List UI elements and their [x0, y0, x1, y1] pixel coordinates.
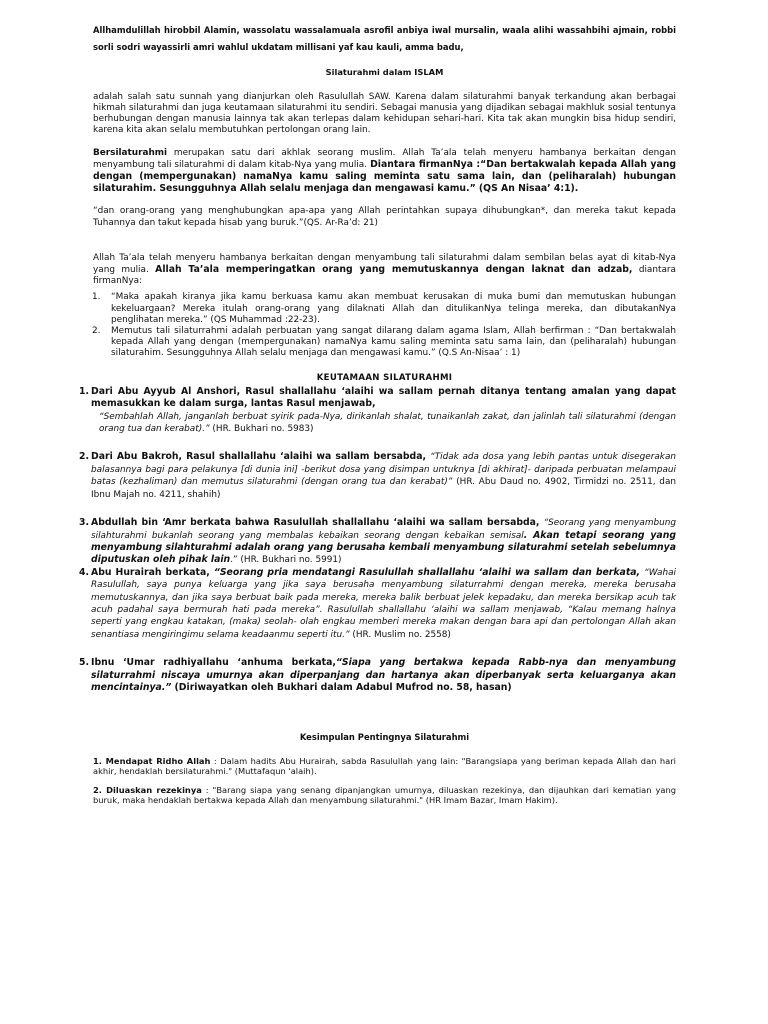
- keutamaan-item: [79, 386, 676, 436]
- kesimpulan-lead: 1. Mendapat Ridho Allah: [93, 755, 211, 766]
- keutamaan-quote-block: [91, 411, 676, 436]
- keutamaan-head: Ibnu ‘Umar radhiyallahu ‘anhuma berkata,: [91, 657, 336, 669]
- keutamaan-ref: (Diriwayatkan oleh Bukhari dalam Adabul Mufrod no. 58, hasan): [171, 681, 512, 693]
- keutamaan-quote: “Tidak ada dosa yang lebih pantas untuk disegerakan balasannya bagi para pelakunya [di dunia ini] -berikut dosa yang disimpan untuknya [di akhirat]- daripada perbuatan melampaui batas (kezhaliman) dan memutus silaturahmi (dengan orang tua dan kerabat)”: [91, 452, 677, 488]
- bersilaturahmi-text: merupakan satu dari akhlak seorang muslim. Allah Ta’ala telah menyeru hambanya berkaitan dengan menyambung tali silaturahmi di dalam kitab-Nya yang mulia.: [93, 147, 676, 170]
- kesimpulan-text: : Dalam hadits Abu Hurairah, sabda Rasulullah yang lain: "Barangsiapa yang beriman kepada Allah dan hari akhir, hendaklah bersilaturahmi." (Muttafaqun 'alaih).: [93, 755, 676, 777]
- bersilaturahmi-lead: Bersilaturahmi: [93, 147, 168, 158]
- keutamaan-item: [79, 517, 676, 567]
- keutamaan-ref: (HR. Bukhari no. 5983): [209, 424, 314, 435]
- list-item: [93, 292, 676, 326]
- an-nisaa-quote: Diantara firmanNya :“Dan bertakwalah kepada Allah yang dengan (mempergunakan) namaNya kamu saling meminta satu sama lain, dan (peliharalah) hubungan silaturahim. Sesungguhnya Allah selalu menjaga dan mengawasi kamu.” (QS An Nisaa’ 4:1).: [93, 158, 676, 195]
- document-page: [79, 22, 677, 806]
- keutamaan-head: Abu Hurairah berkata,: [91, 566, 214, 578]
- kesimpulan-text: : "Barang siapa yang senang dipanjangkan umurnya, diluaskan rezekinya, dan dijauhkan dari kematian yang buruk, maka hendaklah bertakwa kepada Allah dan menyambung silaturahmi." (HR Imam Bazar, Imam Hakim).: [93, 784, 676, 806]
- kesimpulan-item: [93, 785, 676, 806]
- warning-paragraph: [93, 253, 676, 288]
- keutamaan-ref: (HR. Abu Daud no. 4902, Tirmidzi no. 2511, dan Ibnu Majah no. 4211, shahih): [91, 477, 677, 500]
- keutamaan-ref: .” (HR. Bukhari no. 5991): [230, 555, 342, 566]
- list-number: 2.: [92, 326, 101, 337]
- keutamaan-number: 5.: [79, 657, 90, 669]
- keutamaan-item: [79, 451, 676, 501]
- kesimpulan-title: Kesimpulan Pentingnya Silaturahmi: [299, 732, 470, 743]
- keutamaan-number: 4.: [79, 566, 90, 578]
- ar-rad-paragraph: “dan orang-orang yang menghubungkan apa-apa yang Allah perintahkan supaya dihubungkan*, dan mereka takut kepada Tuhannya dan takut kepada hisab yang buruk.”(QS. Ar-Ra’d: 21): [93, 206, 676, 228]
- bersilaturahmi-paragraph: [93, 148, 676, 196]
- keutamaan-title: KEUTAMAAN SILATURAHMI: [316, 372, 453, 383]
- keutamaan-head: Abdullah bin ‘Amr berkata bahwa Rasulullah shallallahu ‘alaihi wa sallam bersabda,: [91, 517, 544, 529]
- warning-tail: diantara firmanNya:: [93, 265, 676, 287]
- firman-list: [93, 292, 676, 359]
- keutamaan-quote-bold: . Akan tetapi seorang yang menyambung silahturahmi adalah orang yang berusaha kembali menyambung silaturahmi setelah sebelumnya diputuskan oleh pihak lain: [91, 529, 676, 566]
- keutamaan-item: [79, 657, 676, 694]
- keutamaan-number: 1.: [79, 385, 90, 397]
- kesimpulan-item: [93, 756, 676, 777]
- warning-bold: Allah Ta’ala memperingatkan orang yang memutuskannya dengan laknat dan adzab,: [155, 264, 633, 276]
- keutamaan-head: Dari Abu Ayyub Al Anshori, Rasul shallallahu ‘alaihi wa sallam pernah ditanya tentang amalan yang dapat memasukkan ke dalam surga, lantas Rasul menjawab,: [91, 385, 676, 410]
- keutamaan-number: 2.: [79, 451, 90, 463]
- keutamaan-head: Dari Abu Bakroh, Rasul shallallahu ‘alaihi wa sallam bersabda,: [91, 451, 431, 463]
- list-text: Memutus tali silaturrahmi adalah perbuatan yang sangat dilarang dalam agama Islam, Allah berfirman : “Dan bertakwalah kepada Allah yang dengan (mempergunakan) namaNya kamu saling meminta satu sama lain, dan (peliharalah) hubungan silaturahim. Sesungguhnya Allah selalu menjaga dan mengawasi kamu.” (Q.S An-Nisaa’ : 1): [111, 326, 676, 359]
- kesimpulan-lead: 2. Diluaskan rezekinya: [93, 784, 202, 795]
- list-item: [93, 326, 676, 360]
- keutamaan-number: 3.: [79, 517, 90, 529]
- list-text: “Maka apakah kiranya jika kamu berkuasa kamu akan membuat kerusakan di muka bumi dan memutuskan hubungan kekeluargaan? Mereka itulah orang-orang yang dilaknati Allah dan ditulikanNya telinga mereka, dan dibutakanNya penglihatan mereka.” (QS Muhammad :22-23).: [111, 292, 676, 325]
- keutamaan-quote-bold: “Siapa yang bertakwa kepada Rabb-nya dan menyambung silaturrahmi niscaya umurnya akan diperpanjang dan hartanya akan diperbanyak serta keluarganya akan mencintainya.”: [91, 657, 676, 693]
- opening-paragraph: Allhamdulillah hirobbil Alamin, wassolatu wassalamuala asrofil anbiya iwal mursalin, waala alihi wassahbihi ajmain, robbi sorli sodri wayassirli amri wahlul ukdatam millisani yaf kau kauli, amma badu,: [93, 25, 676, 52]
- keutamaan-item: [79, 567, 676, 641]
- keutamaan-quote-bold: “Seorang pria mendatangi Rasulullah shallallahu ‘alaihi wa sallam dan berkata,: [213, 566, 645, 578]
- keutamaan-quote: “Seorang yang menyambung silahturahmi bukanlah seorang yang membalas kebaikan seorang dengan kebaikan semisal: [91, 518, 676, 541]
- keutamaan-quote: “Wahai Rasulullah, saya punya keluarga yang jika saya berusaha menyambung silaturrahmi dengan mereka, mereka berusaha memutuskannya, dan jika saya berbuat baik pada mereka, mereka balik berbuat jelek kepadaku, dan mereka bersikap acuh tak acuh padahal saya bermurah hati pada mereka”. Rasulullah shallallahu ‘alaihi wa sallam menjawab, “Kalau memang halnya seperti yang engkau katakan, (maka) seolah- olah engkau memberi mereka makan dengan bara api dan pertolongan Allah akan senantiasa mengiringimu selama keadaanmu seperti itu.”: [91, 567, 676, 640]
- intro-paragraph: adalah salah satu sunnah yang dianjurkan oleh Rasulullah SAW. Karena dalam silaturahmi banyak terkandung akan berbagai hikmah silaturahmi dan juga keutamaan silaturahmi itu sendiri. Sebagai manusia yang dijadikan sebagai makhluk sosial tentunya berhubungan dengan manusia lainnya tak akan terlepas dalam kehidupan sehari-hari. Kita tak akan mungkin bisa hidup sendiri, karena kita akan selalu membutuhkan pertolongan orang lain.: [93, 91, 676, 136]
- keutamaan-ref: (HR. Muslim no. 2558): [349, 629, 451, 640]
- list-number: 1.: [92, 292, 101, 303]
- section-title: Silaturahmi dalam ISLAM: [325, 66, 444, 77]
- keutamaan-quote: “Sembahlah Allah, janganlah berbuat syirik pada-Nya, dirikanlah shalat, tunaikanlah zakat, dan jalinlah tali silaturahmi (dengan orang tua dan kerabat).”: [99, 411, 676, 435]
- warning-text: Allah Ta’ala telah menyeru hambanya berkaitan dengan menyambung tali silaturahmi dalam sembilan belas ayat di kitab-Nya yang mulia.: [93, 252, 676, 276]
